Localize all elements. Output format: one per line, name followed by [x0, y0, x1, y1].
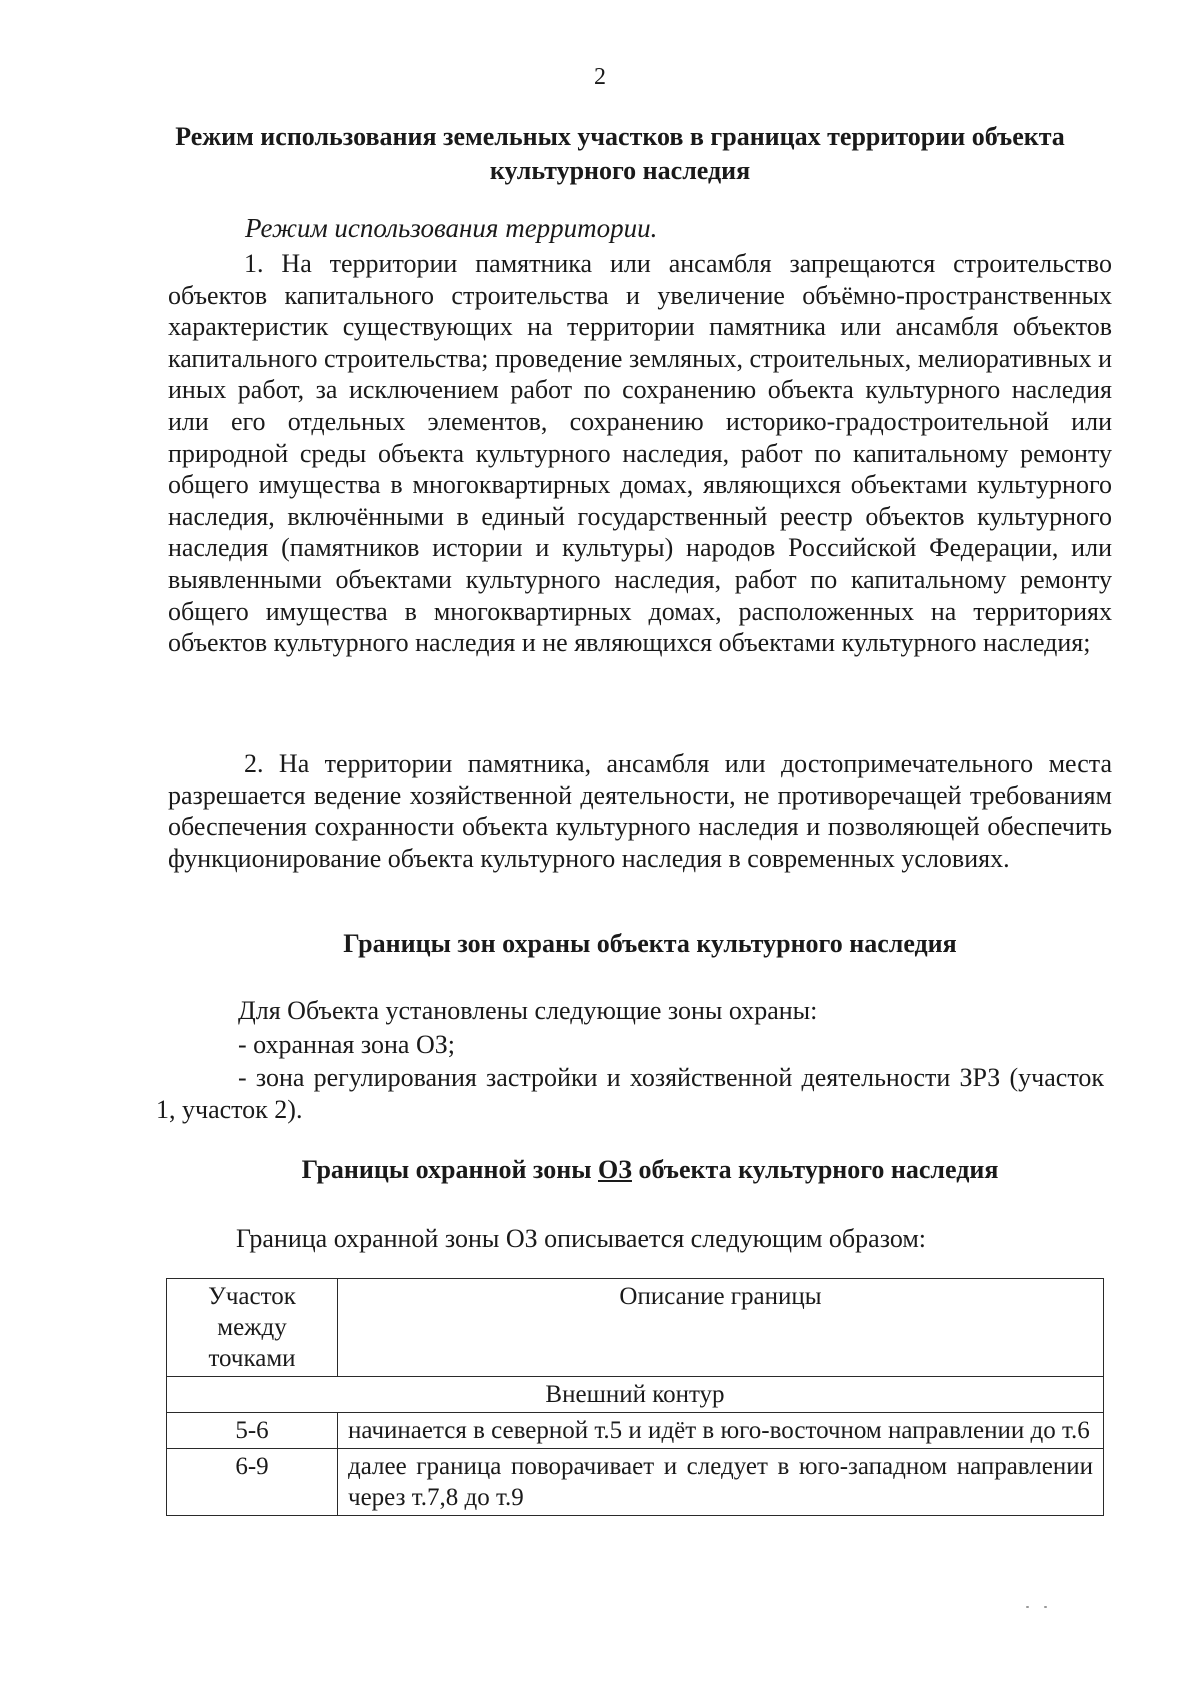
boundary-table [166, 1278, 1104, 1516]
table-header-row [167, 1279, 1104, 1377]
section-heading-land-use: Режим использования земельных участков в границах территории объекта культурного наследия [175, 122, 1065, 185]
zone-item-oz: - охранная зона ОЗ; [238, 1030, 455, 1059]
paragraph-2: 2. На территории памятника, ансамбля или достопримечательного места разрешается ведение хозяйственной деятельности, не противоречащей требованиям обеспечения сохранности объекта культурного наследия и позволяющей обеспечить функционирование объекта культурного наследия в современных условиях. [168, 749, 1112, 873]
zone-item-zrz: - зона регулирования застройки и хозяйственной деятельности ЗРЗ (участок 1, участок 2). [156, 1063, 1104, 1124]
scan-artifact [1026, 1606, 1029, 1608]
header-description: Описание границы [338, 1279, 1104, 1377]
cell-description: далее граница поворачивает и следует в юго-западном направлении через т.7,8 до т.9 [338, 1449, 1104, 1516]
section-heading-protection-zones: Границы зон охраны объекта культурного наследия [343, 929, 957, 958]
scan-artifact [1044, 1606, 1047, 1608]
paragraph-1: 1. На территории памятника или ансамбля запрещаются строительство объектов капитального строительства и увеличение объёмно-пространственных характеристик существующих на территории памятника или ансамбля объектов капитального строительства; проведение земляных, строительных, мелиоративных и иных работ, за исключением работ по сохранению объекта культурного наследия или его отдельных элементов, сохранению историко-градостроительной или природной среды объекта культурного наследия, работ по капитальному ремонту общего имущества в многоквартирных домах, являющихся объектами культурного наследия, включёнными в единый государственный реестр объектов культурного наследия (памятников истории и культуры) народов Российской Федерации, или выявленными объектами культурного наследия, работ по капитальному ремонту общего имущества в многоквартирных домах, расположенных на территориях объектов культурного наследия и не являющихся объектами культурного наследия; [168, 249, 1112, 658]
heading-underlined-oz: ОЗ [598, 1155, 632, 1184]
table-row [167, 1413, 1104, 1449]
zones-intro: Для Объекта установлены следующие зоны охраны: [238, 996, 818, 1025]
page-number: 2 [594, 64, 606, 90]
cell-points: 6-9 [167, 1449, 338, 1516]
section-heading-oz-boundaries [200, 1153, 1100, 1187]
heading-part-after: объекта культурного наследия [631, 1155, 999, 1184]
table-intro: Граница охранной зоны ОЗ описывается следующим образом: [236, 1224, 927, 1253]
table-section-row [167, 1377, 1104, 1413]
table-row [167, 1449, 1104, 1516]
cell-description: начинается в северной т.5 и идёт в юго-восточном направлении до т.6 [338, 1413, 1104, 1449]
cell-points: 5-6 [167, 1413, 338, 1449]
section-outer-contour: Внешний контур [167, 1377, 1104, 1413]
header-points: Участок между точками [167, 1279, 338, 1377]
heading-part-before: Границы охранной зоны [301, 1155, 598, 1184]
subtitle-territory-regime: Режим использования территории. [245, 213, 658, 243]
